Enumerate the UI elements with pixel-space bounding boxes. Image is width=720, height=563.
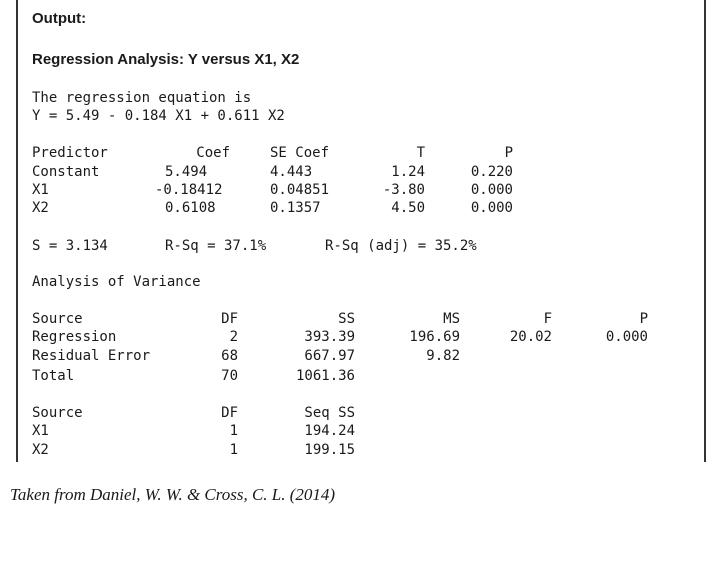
seq-header-df: DF xyxy=(221,405,238,421)
cell-t: 1.24 xyxy=(391,164,425,180)
coef-header-secoef: SE Coef xyxy=(270,145,330,161)
cell-coef: -0.18412 xyxy=(155,182,223,198)
cell-source: X2 xyxy=(32,442,49,458)
cell-f: 20.02 xyxy=(509,329,552,345)
cell-ms: 196.69 xyxy=(409,329,460,345)
cell-df: 68 xyxy=(221,348,238,364)
stat-rsq: R-Sq = 37.1% xyxy=(165,238,267,254)
cell-predictor: X2 xyxy=(32,200,49,216)
cell-secoef: 0.1357 xyxy=(270,200,321,216)
anova-header-df: DF xyxy=(221,311,238,327)
seq-header-seqss: Seq SS xyxy=(304,405,355,421)
cell-p: 0.000 xyxy=(470,182,513,198)
coef-header-coef: Coef xyxy=(196,145,230,161)
stat-rsq-adj: R-Sq (adj) = 35.2% xyxy=(325,238,477,254)
cell-df: 1 xyxy=(229,442,238,458)
cell-ss: 1061.36 xyxy=(295,368,355,384)
cell-secoef: 0.04851 xyxy=(270,182,330,198)
cell-ss: 393.39 xyxy=(304,329,355,345)
regression-equation: Y = 5.49 - 0.184 X1 + 0.611 X2 xyxy=(32,108,285,124)
stat-s: S = 3.134 xyxy=(32,238,108,254)
cell-source: Regression xyxy=(32,329,117,345)
cell-p: 0.000 xyxy=(470,200,513,216)
cell-t: 4.50 xyxy=(391,200,425,216)
seq-header-source: Source xyxy=(32,405,83,421)
cell-coef: 0.6108 xyxy=(165,200,216,216)
anova-header-f: F xyxy=(543,311,552,327)
cell-ss: 667.97 xyxy=(304,348,355,364)
output-heading: Output: xyxy=(32,10,87,27)
anova-header-p: P xyxy=(639,311,648,327)
coef-header-predictor: Predictor xyxy=(32,145,108,161)
cell-p: 0.220 xyxy=(470,164,513,180)
analysis-heading: Regression Analysis: Y versus X1, X2 xyxy=(32,51,300,68)
anova-header-ms: MS xyxy=(443,311,460,327)
anova-header-ss: SS xyxy=(338,311,355,327)
cell-df: 70 xyxy=(221,368,238,384)
cell-df: 1 xyxy=(229,423,238,439)
cell-secoef: 4.443 xyxy=(270,164,313,180)
output-frame xyxy=(16,0,706,462)
cell-t: -3.80 xyxy=(382,182,425,198)
cell-df: 2 xyxy=(229,329,238,345)
equation-intro: The regression equation is xyxy=(32,90,252,106)
anova-header-source: Source xyxy=(32,311,83,327)
cell-source: Residual Error xyxy=(32,348,151,364)
cell-ms: 9.82 xyxy=(426,348,460,364)
cell-p: 0.000 xyxy=(605,329,648,345)
cell-predictor: X1 xyxy=(32,182,49,198)
cell-predictor: Constant xyxy=(32,164,100,180)
coef-header-p: P xyxy=(504,145,513,161)
anova-title: Analysis of Variance xyxy=(32,274,201,290)
cell-seqss: 194.24 xyxy=(304,423,355,439)
coef-header-t: T xyxy=(416,145,425,161)
cell-source: X1 xyxy=(32,423,49,439)
cell-source: Total xyxy=(32,368,75,384)
cell-coef: 5.494 xyxy=(165,164,208,180)
source-caption: Taken from Daniel, W. W. & Cross, C. L. (2014) xyxy=(10,485,336,504)
cell-seqss: 199.15 xyxy=(304,442,355,458)
